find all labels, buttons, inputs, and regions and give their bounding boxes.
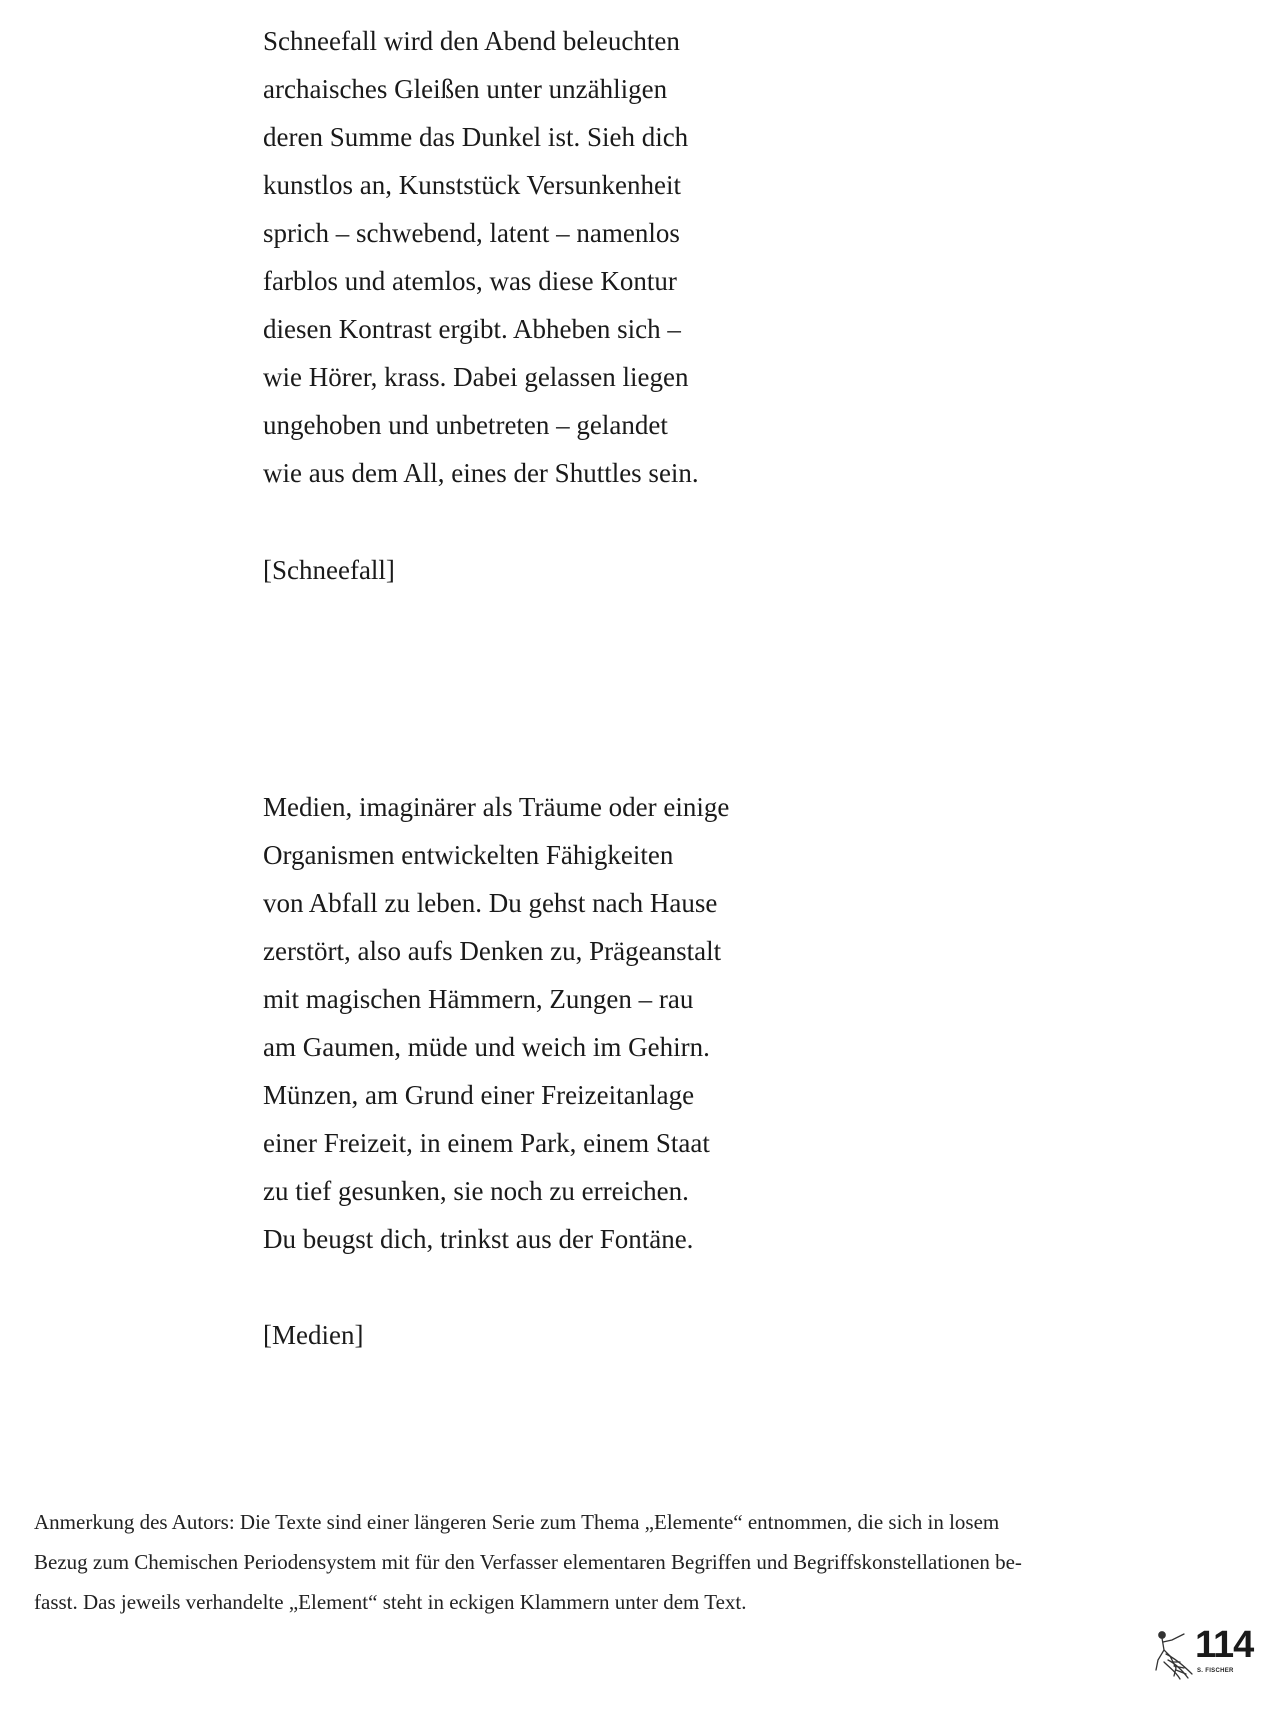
poem-line: farblos und atemlos, was diese Kontur	[263, 266, 677, 296]
element-tag-schneefall: [Schneefall]	[263, 555, 395, 585]
poem-line: wie Hörer, krass. Dabei gelassen liegen	[263, 362, 689, 392]
poem-line: mit magischen Hämmern, Zungen – rau	[263, 984, 694, 1014]
poem-line: Medien, imaginärer als Träume oder einige	[263, 792, 730, 822]
poem-line: deren Summe das Dunkel ist. Sieh dich	[263, 122, 689, 152]
poem-line: wie aus dem All, eines der Shuttles sein.	[263, 458, 699, 488]
poem-line: von Abfall zu leben. Du gehst nach Hause	[263, 888, 718, 918]
poem-line: kunstlos an, Kunststück Versunkenheit	[263, 170, 681, 200]
author-note-line: Anmerkung des Autors: Die Texte sind einer längeren Serie zum Thema „Elemente“ entnommen, die sich in losem	[34, 1510, 1000, 1534]
page-number: 114	[1195, 1624, 1254, 1666]
poem-line: zerstört, also aufs Denken zu, Prägeanstalt	[263, 936, 722, 966]
poem-line: ungehoben und unbetreten – gelandet	[263, 410, 668, 440]
poem-line: Du beugst dich, trinkst aus der Fontäne.	[263, 1224, 694, 1254]
poem-line: Organismen entwickelten Fähigkeiten	[263, 840, 674, 870]
poem-line: einer Freizeit, in einem Park, einem Staat	[263, 1128, 710, 1158]
author-note	[34, 1502, 1134, 1622]
poem-line: sprich – schwebend, latent – namenlos	[263, 218, 680, 248]
poem-line: diesen Kontrast ergibt. Abheben sich –	[263, 314, 681, 344]
poem-line: archaisches Gleißen unter unzähligen	[263, 74, 668, 104]
author-note-line: fasst. Das jeweils verhandelte „Element“ steht in eckigen Klammern unter dem Text.	[34, 1590, 747, 1614]
poem-line: Schneefall wird den Abend beleuchten	[263, 26, 680, 56]
publisher-name: S. FISCHER	[1197, 1668, 1234, 1674]
poem-schneefall	[263, 17, 699, 497]
element-tag-medien: [Medien]	[263, 1320, 364, 1350]
poem-line: am Gaumen, müde und weich im Gehirn.	[263, 1032, 710, 1062]
poem-line: zu tief gesunken, sie noch zu erreichen.	[263, 1176, 689, 1206]
poem-medien	[263, 783, 729, 1263]
poem-line: Münzen, am Grund einer Freizeitanlage	[263, 1080, 695, 1110]
author-note-line: Bezug zum Chemischen Periodensystem mit für den Verfasser elementaren Begriffen und Begriffskonstellationen be-	[34, 1550, 1022, 1574]
